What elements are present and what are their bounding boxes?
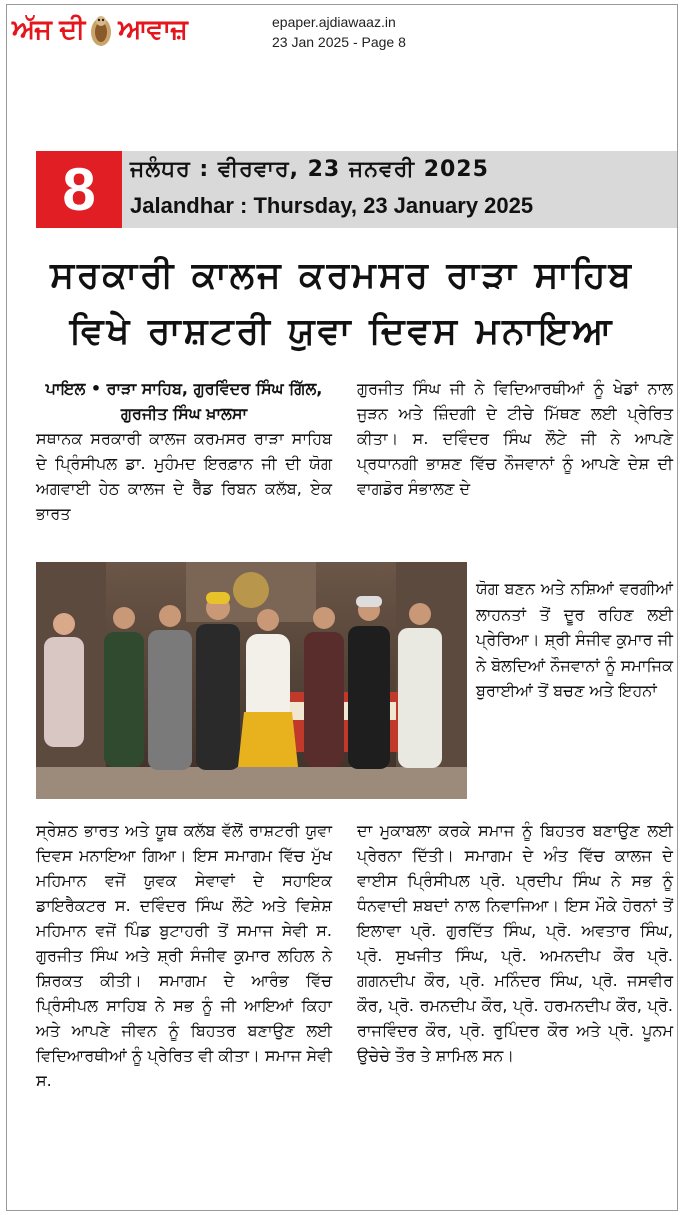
col1-top-text: ਸਥਾਨਕ ਸਰਕਾਰੀ ਕਾਲਜ ਕਰਮਸਰ ਰਾੜਾ ਸਾਹਿਬ ਦੇ ਪ੍ਰਿੰਸੀਪਲ ਡਾ. ਮੁਹੰਮਦ ਇਰਫ਼ਾਨ ਜੀ ਦੀ ਯੋਗ ਅਗਵਾਈ ਹੇਠ ਕਾਲਜ ਦੇ ਰੈੱਡ ਰਿਬਨ ਕਲੱਬ, ਏਕ ਭਾਰਤ: [36, 429, 332, 523]
column-2-top: ਗੁਰਜੀਤ ਸਿੰਘ ਜੀ ਨੇ ਵਿਦਿਆਰਥੀਆਂ ਨੂੰ ਖੇਡਾਂ ਨਾਲ ਜੁੜਨ ਅਤੇ ਜ਼ਿੰਦਗੀ ਦੇ ਟੀਚੇ ਮਿੱਥਣ ਲਈ ਪ੍ਰੇਰਿਤ ਕੀਤਾ। ਸ. ਦਵਿੰਦਰ ਸਿੰਘ ਲੌਟੇ ਜੀ ਨੇ ਆਪਣੇ ਪ੍ਰਧਾਨਗੀ ਭਾਸ਼ਣ ਵਿੱਚ ਨੌਜਵਾਨਾਂ ਨੂੰ ਆਪਣੇ ਦੇਸ਼ ਦੀ ਵਾਗਡੋਰ ਸੰਭਾਲਣ ਦੇ: [357, 379, 673, 498]
site-url[interactable]: epaper.ajdiawaaz.in: [272, 14, 396, 30]
column-1-top: [36, 376, 332, 526]
headline-line-2: ਵਿਖੇ ਰਾਸ਼ਟਰੀ ਯੁਵਾ ਦਿਵਸ ਮਨਾਇਆ: [69, 311, 615, 352]
page-number-box: [36, 151, 122, 228]
column-2-side: ਯੋਗ ਬਣਨ ਅਤੇ ਨਸ਼ਿਆਂ ਵਰਗੀਆਂ ਲਾਹਨਤਾਂ ਤੋਂ ਦੂਰ ਰਹਿਣ ਲਈ ਪ੍ਰੇਰਿਆ। ਸ਼੍ਰੀ ਸੰਜੀਵ ਕੁਮਾਰ ਜੀ ਨੇ ਬੋਲਦਿਆਂ ਨੌਜਵਾਨਾਂ ਨੂੰ ਸਮਾਜਿਕ ਬੁਰਾਈਆਂ ਤੋਂ ਬਚਣ ਅਤੇ ਇਹਨਾਂ: [476, 579, 673, 700]
issue-date-page: 23 Jan 2025 - Page 8: [272, 34, 406, 50]
column-2-bottom: ਦਾ ਮੁਕਾਬਲਾ ਕਰਕੇ ਸਮਾਜ ਨੂੰ ਬਿਹਤਰ ਬਣਾਉਣ ਲਈ ਪ੍ਰੇਰਨਾ ਦਿੱਤੀ। ਸਮਾਗਮ ਦੇ ਅੰਤ ਵਿੱਚ ਕਾਲਜ ਦੇ ਵਾਈਸ ਪ੍ਰਿੰਸੀਪਲ ਪ੍ਰੋ. ਪ੍ਰਦੀਪ ਸਿੰਘ ਨੇ ਸਭ ਨੂੰ ਧੰਨਵਾਦੀ ਸ਼ਬਦਾਂ ਨਾਲ ਨਿਵਾਜਿਆ। ਇਸ ਮੌਕੇ ਹੋਰਨਾਂ ਤੋਂ ਇਲਾਵਾ ਪ੍ਰੋ. ਗੁਰਦਿੱਤ ਸਿੰਘ, ਪ੍ਰੋ. ਅਵਤਾਰ ਸਿੰਘ, ਪ੍ਰੋ. ਸੁਖਜੀਤ ਸਿੰਘ, ਪ੍ਰੋ. ਅਮਨਦੀਪ ਕੌਰ ਪ੍ਰੋ. ਗਗਨਦੀਪ ਕੌਰ, ਪ੍ਰੋ. ਮਨਿੰਦਰ ਸਿੰਘ, ਪ੍ਰੋ. ਜਸਵੀਰ ਕੌਰ, ਪ੍ਰੋ. ਰਮਨਦੀਪ ਕੌਰ, ਪ੍ਰੋ. ਹਰਮਨਦੀਪ ਕੌਰ, ਪ੍ਰੋ. ਰਾਜਵਿੰਦਰ ਕੌਰ, ਪ੍ਰੋ. ਰੁਪਿੰਦਰ ਕੌਰ ਅਤੇ ਪ੍ਰੋ. ਪੂਨਮ ਉਚੇਚੇ ਤੌਰ ਤੇ ਸ਼ਾਮਿਲ ਸਨ।: [357, 821, 673, 1065]
page-number: 8: [62, 156, 96, 223]
punjabi-dateline: ਜਲੰਧਰ : ਵੀਰਵਾਰ, 23 ਜਨਵਰੀ 2025: [130, 157, 489, 182]
article-headline: [22, 248, 662, 360]
column-1-bottom: ਸ੍ਰੇਸ਼ਠ ਭਾਰਤ ਅਤੇ ਯੂਥ ਕਲੱਬ ਵੱਲੋਂ ਰਾਸ਼ਟਰੀ ਯੁਵਾ ਦਿਵਸ ਮਨਾਇਆ ਗਿਆ। ਇਸ ਸਮਾਗਮ ਵਿੱਚ ਮੁੱਖ ਮਹਿਮਾਨ ਵਜੋਂ ਯੁਵਕ ਸੇਵਾਵਾਂ ਦੇ ਸਹਾਇਕ ਡਾਇਰੈਕਟਰ ਸ. ਦਵਿੰਦਰ ਸਿੰਘ ਲੌਟੇ ਅਤੇ ਵਿਸ਼ੇਸ਼ ਮਹਿਮਾਨ ਵਜੋਂ ਪਿੰਡ ਬੁਟਾਹਰੀ ਤੋਂ ਸਮਾਜ ਸੇਵੀ ਸ. ਗੁਰਜੀਤ ਸਿੰਘ ਅਤੇ ਸ਼੍ਰੀ ਸੰਜੀਵ ਕੁਮਾਰ ਲਹਿਲ ਨੇ ਸ਼ਿਰਕਤ ਕੀਤੀ। ਸਮਾਗਮ ਦੇ ਆਰੰਭ ਵਿੱਚ ਪ੍ਰਿੰਸੀਪਲ ਸਾਹਿਬ ਨੇ ਸਭ ਨੂੰ ਜੀ ਆਇਆਂ ਕਿਹਾ ਅਤੇ ਆਪਣੇ ਜੀਵਨ ਨੂੰ ਬਿਹਤਰ ਬਣਾਉਣ ਲਈ ਵਿਦਿਆਰਥੀਆਂ ਨੂੰ ਪ੍ਰੇਰਿਤ ਵੀ ਕੀਤਾ। ਸਮਾਜ ਸੇਵੀ ਸ.: [36, 821, 332, 1090]
epaper-info: [272, 12, 406, 52]
event-photo: [36, 562, 467, 799]
english-dateline: Jalandhar : Thursday, 23 January 2025: [130, 193, 534, 218]
byline: ਪਾਇਲ • ਰਾੜਾ ਸਾਹਿਬ, ਗੁਰਵਿੰਦਰ ਸਿੰਘ ਗਿੱਲ, ਗੁਰਜੀਤ ਸਿੰਘ ਖ਼ਾਲਸਾ: [45, 379, 323, 423]
masthead-logo: [12, 10, 187, 50]
bird-emblem-icon: [88, 12, 114, 48]
brand-text-left: ਅੱਜ ਦੀ: [12, 14, 85, 45]
brand-text-right: ਆਵਾਜ਼: [118, 14, 187, 45]
event-photo-image: [36, 562, 467, 799]
headline-line-1: ਸਰਕਾਰੀ ਕਾਲਜ ਕਰਮਸਰ ਰਾੜਾ ਸਾਹਿਬ: [50, 255, 634, 296]
